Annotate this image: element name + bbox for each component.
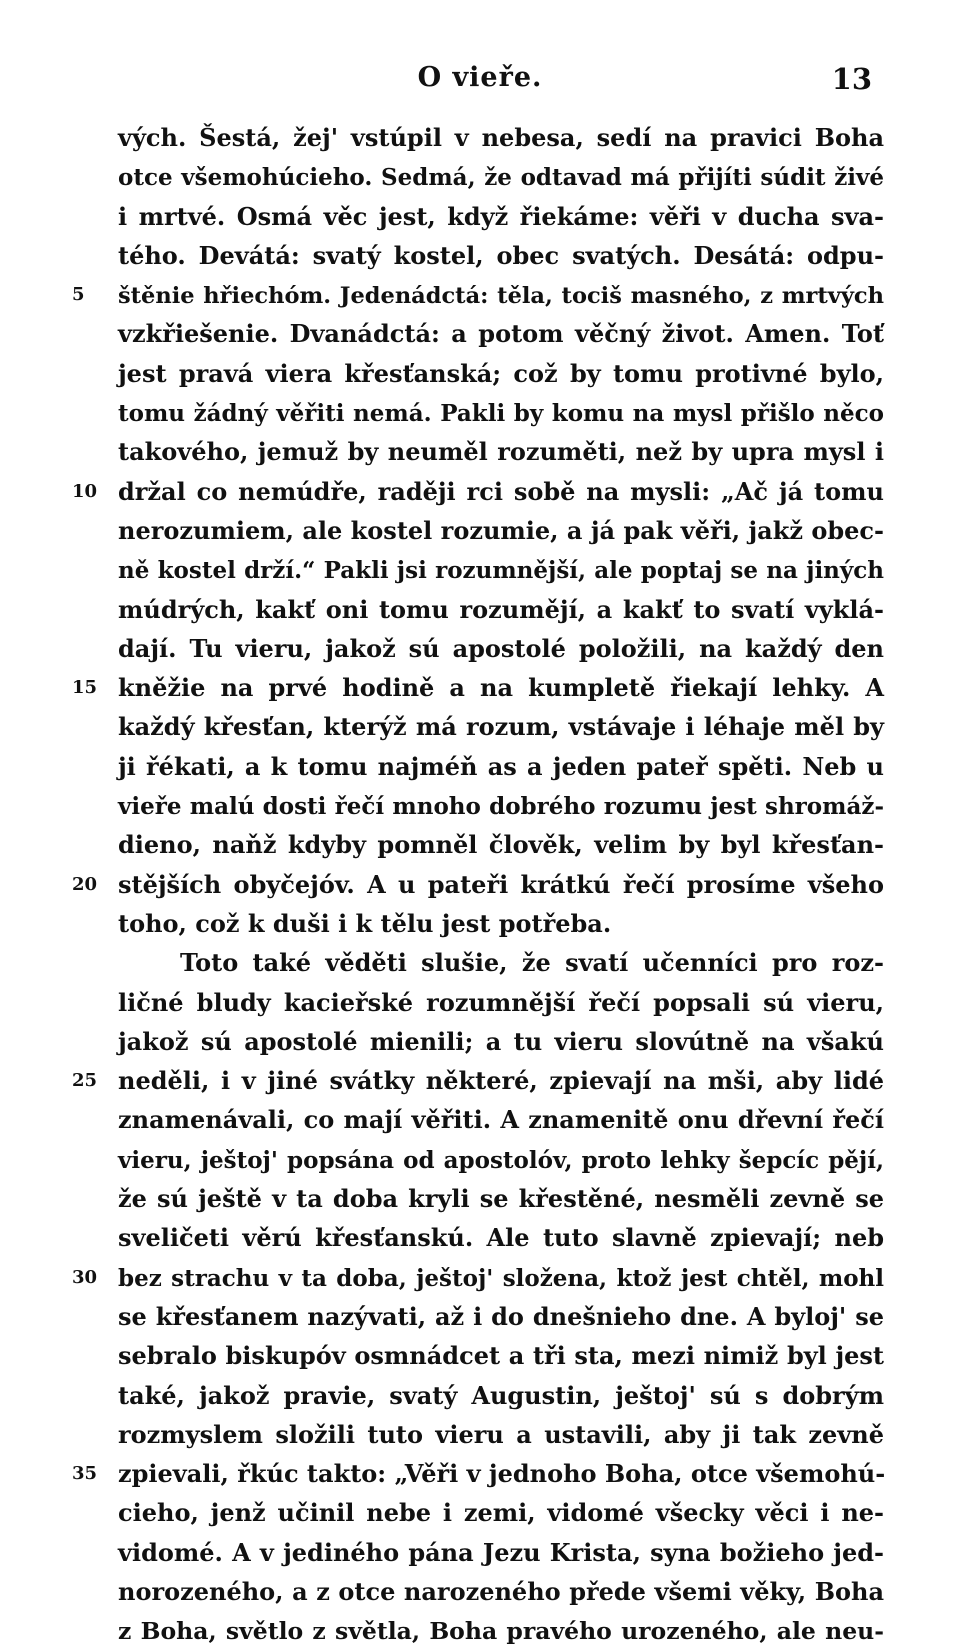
line-number: 20 [72, 873, 98, 895]
line-text: toho, což k duši i k tělu jest potřeba. [118, 908, 612, 938]
text-line [72, 668, 884, 707]
text-line [72, 1454, 886, 1493]
text-line [72, 472, 884, 511]
line-text: norozeného, a z otce narozeného přede všemi věky, Boha [118, 1576, 884, 1606]
text-line [118, 118, 884, 157]
text-line [118, 197, 884, 236]
text-line [72, 275, 884, 314]
text-line [118, 983, 884, 1022]
line-text: takového, jemuž by neuměl rozuměti, než by upra mysl i [118, 437, 884, 467]
text-line [118, 236, 884, 275]
text-line [118, 1336, 884, 1375]
line-text: každý křesťan, kterýž má rozum, vstávaje i léhaje měl by [118, 712, 884, 742]
line-text: ličné bludy kacieřské rozumnější řečí popsali sú vieru, [118, 987, 884, 1017]
body-text [72, 118, 886, 1651]
line-text: jakož sú apostolé mienili; a tu vieru slovútně na všakú [118, 1026, 884, 1056]
text-line [118, 511, 884, 550]
text-line [72, 1258, 884, 1297]
page-header [0, 62, 960, 102]
line-text: bez strachu v ta doba, ještoj' složena, ktož jest chtěl, mohl [118, 1264, 884, 1292]
text-line [118, 1297, 884, 1336]
line-text: ně kostel drží.“ Pakli jsi rozumnější, ale poptaj se na jiných [118, 557, 884, 585]
text-line [118, 904, 884, 943]
text-line [72, 865, 884, 904]
text-line [118, 1140, 884, 1179]
text-line [118, 590, 884, 629]
text-line [118, 1376, 884, 1415]
line-text: vieře malú dosti řečí mnoho dobrého rozumu jest shromáž- [118, 793, 884, 821]
line-text: i mrtvé. Osmá věc jest, když řiekáme: věři v ducha sva- [118, 201, 884, 231]
line-text: stějších obyčejóv. A u pateři krátkú řečí prosíme všeho [118, 869, 884, 899]
text-line [118, 314, 884, 353]
text-line [118, 157, 884, 196]
line-text: z Boha, světlo z světla, Boha pravého urozeného, ale neu- [118, 1617, 884, 1646]
line-text: se křesťanem nazývati, až i do dnešnieho dne. A byloj' se [118, 1301, 884, 1331]
text-line [118, 1100, 884, 1139]
text-line [118, 1218, 884, 1257]
text-line [118, 786, 884, 825]
line-text: rozmyslem složili tuto vieru a ustavili, aby ji tak zevně [118, 1419, 884, 1449]
line-text: vzkřiešenie. Dvanádctá: a potom věčný život. Amen. Toť [118, 319, 884, 349]
line-text: Toto také věděti slušie, že svatí učenníci pro roz- [180, 948, 884, 978]
text-line [118, 1415, 884, 1454]
line-text: také, jakož pravie, svatý Augustin, ještoj' sú s dobrým [118, 1380, 884, 1410]
line-text: kněžie na prvé hodině a na kumpletě řiekají lehky. A [118, 673, 884, 703]
text-line [118, 825, 884, 864]
line-number: 15 [72, 677, 98, 699]
line-number: 5 [72, 284, 85, 306]
line-number: 30 [72, 1266, 98, 1288]
line-text: cieho, jenž učinil nebe i zemi, vidomé všecky věci i ne- [118, 1498, 884, 1528]
text-line [118, 354, 884, 393]
line-text: neděli, i v jiné svátky některé, zpievají na mši, aby lidé [118, 1066, 884, 1096]
text-line [118, 1611, 884, 1650]
line-text: znamenávali, co mají věřiti. A znamenitě onu dřevní řečí [118, 1105, 884, 1135]
line-text: sveličeti věrú křesťanskú. Ale tuto slavně zpievají; neb [118, 1223, 884, 1253]
line-text: vieru, ještoj' popsána od apostolóv, proto lehky šepcíc pějí, [118, 1146, 884, 1174]
line-text: tomu žádný věřiti nemá. Pakli by komu na mysl přišlo něco [118, 400, 884, 428]
line-text: ji řékati, a k tomu najméň as a jeden pateř spěti. Neb u [118, 751, 884, 781]
line-text: zpievali, řkúc takto: „Věři v jednoho Boha, otce všemohú- [118, 1459, 886, 1489]
text-line [118, 1179, 884, 1218]
line-text: vých. Šestá, žej' vstúpil v nebesa, sedí na pravici Boha [118, 123, 884, 152]
text-line [118, 1022, 884, 1061]
text-line [118, 629, 884, 668]
line-text: vidomé. A v jediného pána Jezu Krista, syna božieho jed- [118, 1537, 884, 1567]
line-text: držal co nemúdře, raději rci sobě na mysli: „Ač já tomu [118, 476, 884, 506]
text-line [118, 432, 884, 471]
text-line [118, 1533, 884, 1572]
line-text: štěnie hřiechóm. Jedenádctá: těla, tociš masného, z mrtvých [118, 283, 884, 310]
line-text: sebralo biskupóv osmnádcet a tři sta, mezi nimiž byl jest [118, 1341, 884, 1371]
running-title: O vieře. [417, 62, 543, 93]
line-text: dieno, naňž kdyby pomněl člověk, velim by byl křesťan- [118, 830, 884, 860]
line-text: múdrých, kakť oni tomu rozumějí, a kakť to svatí vyklá- [118, 594, 884, 624]
text-line [72, 1061, 884, 1100]
text-line [118, 1493, 884, 1532]
line-text: tého. Devátá: svatý kostel, obec svatých. Desátá: odpu- [118, 240, 884, 270]
text-line [118, 393, 884, 432]
page-number: 13 [831, 62, 872, 96]
line-text: jest pravá viera křesťanská; což by tomu protivné bylo, [118, 358, 884, 388]
line-number: 35 [72, 1463, 98, 1485]
text-line [118, 707, 884, 746]
text-line [118, 747, 884, 786]
line-text: že sú ještě v ta doba kryli se křestěné, nesměli zevně se [118, 1184, 884, 1214]
text-line [118, 1572, 884, 1611]
line-number: 10 [72, 480, 98, 502]
line-text: otce všemohúcieho. Sedmá, že odtavad má přijíti súdit živé [118, 164, 884, 192]
text-line [118, 550, 884, 589]
line-number: 25 [72, 1070, 98, 1092]
line-text: dají. Tu vieru, jakož sú apostolé položili, na každý den [118, 633, 884, 663]
text-line [118, 943, 884, 982]
line-text: nerozumiem, ale kostel rozumie, a já pak věři, jakž obec- [118, 515, 884, 545]
